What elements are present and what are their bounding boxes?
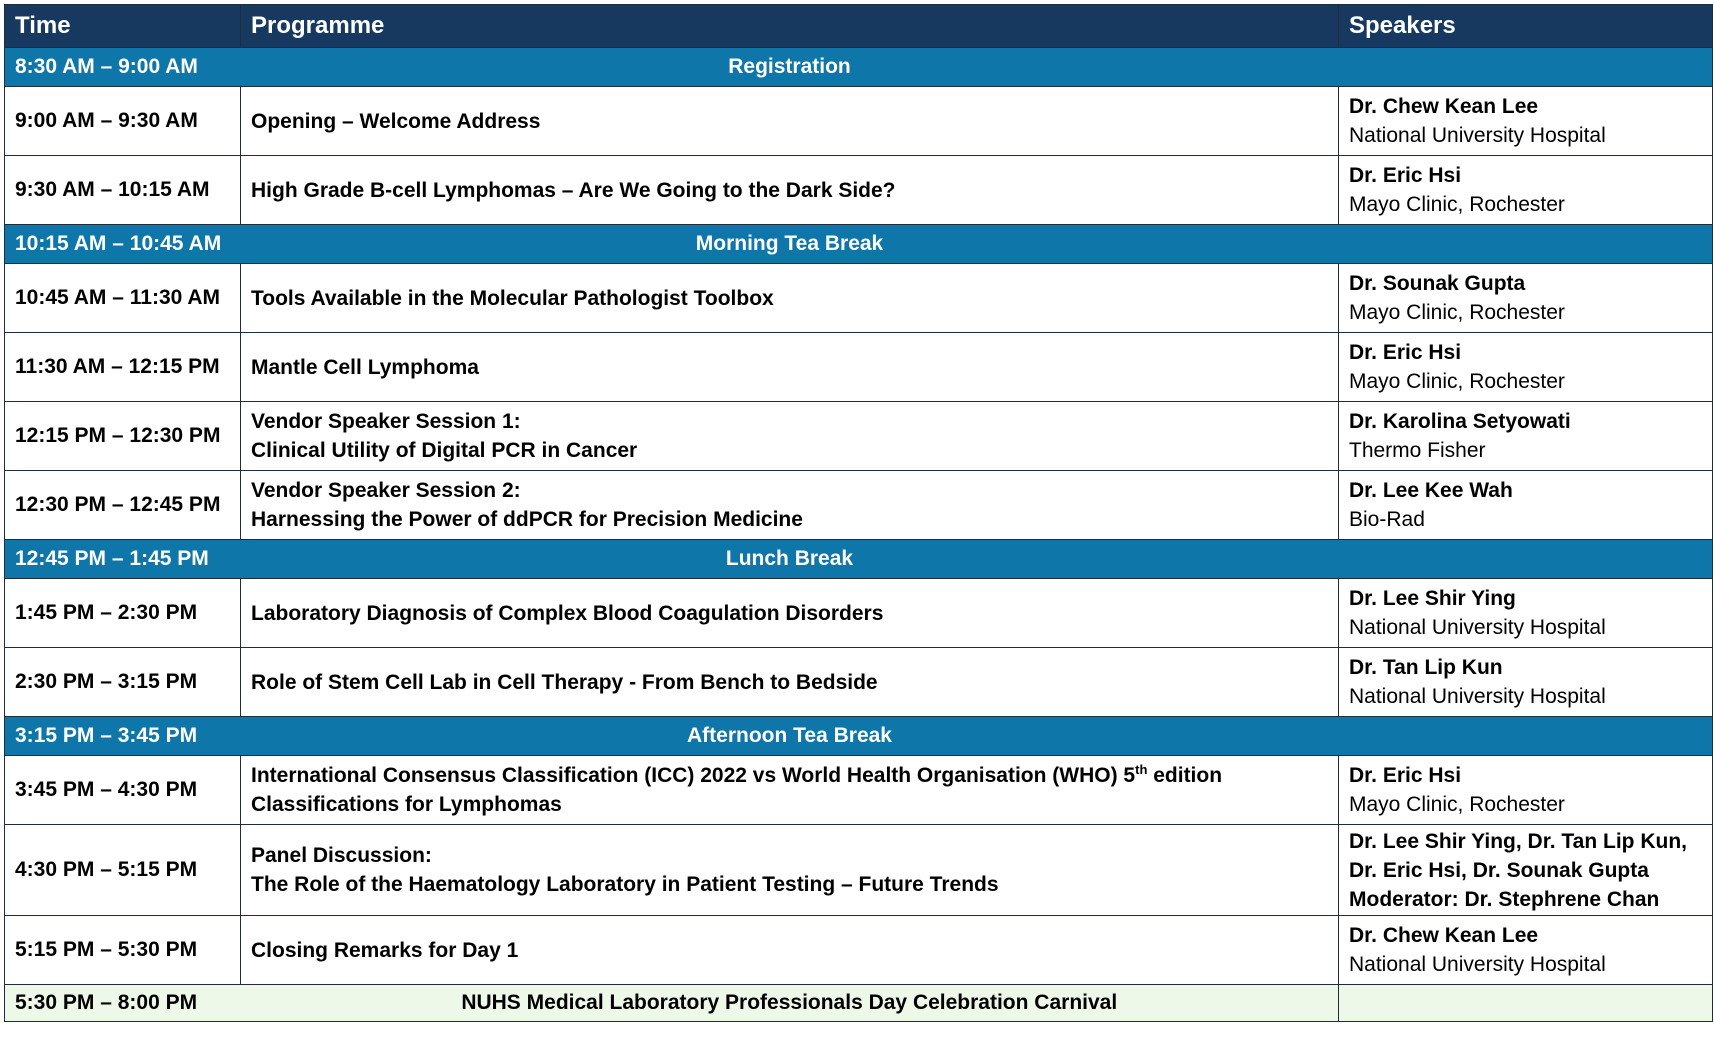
title-superscript: th (1135, 762, 1148, 777)
title-text: International Consensus Classification (ICC) 2022 vs World Health Organisation (WHO) 5 (251, 764, 1136, 787)
session-title (241, 402, 1339, 471)
speaker-name: Dr. Lee Kee Wah (1349, 479, 1513, 502)
carnival-empty (1339, 985, 1713, 1022)
session-title-line: Panel Discussion: (251, 844, 432, 867)
speaker-affiliation: Mayo Clinic, Rochester (1349, 793, 1565, 816)
break-row (5, 717, 1713, 756)
break-empty (1339, 540, 1713, 579)
speaker-name: Dr. Sounak Gupta (1349, 272, 1526, 295)
break-empty (1339, 717, 1713, 756)
session-title (241, 648, 1339, 717)
session-time: 5:15 PM – 5:30 PM (5, 916, 241, 985)
moderator-line: Moderator: Dr. Stephrene Chan (1349, 887, 1660, 911)
session-row (5, 648, 1713, 717)
break-title: Afternoon Tea Break (241, 717, 1339, 756)
break-time: 3:15 PM – 3:45 PM (5, 717, 241, 756)
session-row (5, 264, 1713, 333)
session-title (241, 579, 1339, 648)
session-time: 3:45 PM – 4:30 PM (5, 756, 241, 825)
session-speaker (1339, 333, 1713, 402)
session-title-line: Mantle Cell Lymphoma (251, 355, 479, 379)
speaker-affiliation: Thermo Fisher (1349, 439, 1486, 462)
speaker-affiliation: National University Hospital (1349, 685, 1606, 708)
session-title-line: Tools Available in the Molecular Pathologist Toolbox (251, 286, 774, 310)
session-title-line: Classifications for Lymphomas (251, 793, 562, 816)
table-header (5, 5, 1713, 48)
speaker-affiliation: Mayo Clinic, Rochester (1349, 301, 1565, 324)
session-title-line: Harnessing the Power of ddPCR for Precision Medicine (251, 508, 803, 531)
session-title (241, 156, 1339, 225)
break-time: 8:30 AM – 9:00 AM (5, 48, 241, 87)
speaker-name: Dr. Eric Hsi (1349, 764, 1462, 787)
session-time: 2:30 PM – 3:15 PM (5, 648, 241, 717)
session-row (5, 825, 1713, 916)
session-speaker (1339, 648, 1713, 717)
session-title-line: High Grade B-cell Lymphomas – Are We Going to the Dark Side? (251, 178, 896, 202)
session-row (5, 579, 1713, 648)
break-row (5, 540, 1713, 579)
session-title-line: Laboratory Diagnosis of Complex Blood Coagulation Disorders (251, 601, 884, 625)
session-row (5, 87, 1713, 156)
session-time: 12:30 PM – 12:45 PM (5, 471, 241, 540)
session-title-line: The Role of the Haematology Laboratory in Patient Testing – Future Trends (251, 873, 999, 896)
session-time: 9:30 AM – 10:15 AM (5, 156, 241, 225)
session-title-line: Closing Remarks for Day 1 (251, 938, 519, 962)
speaker-affiliation: Mayo Clinic, Rochester (1349, 370, 1565, 393)
break-title: Registration (241, 48, 1339, 87)
session-speaker (1339, 756, 1713, 825)
session-row (5, 156, 1713, 225)
session-speaker (1339, 579, 1713, 648)
speaker-name: Dr. Eric Hsi (1349, 164, 1462, 187)
session-title-line: Clinical Utility of Digital PCR in Cancer (251, 439, 638, 462)
session-time: 11:30 AM – 12:15 PM (5, 333, 241, 402)
speaker-line: Dr. Eric Hsi, Dr. Sounak Gupta (1349, 858, 1649, 882)
speaker-affiliation: National University Hospital (1349, 616, 1606, 639)
session-time: 1:45 PM – 2:30 PM (5, 579, 241, 648)
session-title (241, 87, 1339, 156)
session-row (5, 402, 1713, 471)
break-time: 12:45 PM – 1:45 PM (5, 540, 241, 579)
session-title (241, 916, 1339, 985)
break-title: Lunch Break (241, 540, 1339, 579)
speaker-line: Dr. Lee Shir Ying, Dr. Tan Lip Kun, (1349, 829, 1687, 853)
carnival-title: NUHS Medical Laboratory Professionals Day Celebration Carnival (241, 985, 1339, 1022)
session-time: 4:30 PM – 5:15 PM (5, 825, 241, 916)
session-title (241, 471, 1339, 540)
header-programme: Programme (241, 5, 1339, 48)
carnival-row (5, 985, 1713, 1022)
session-title-line: Vendor Speaker Session 1: (251, 410, 521, 433)
speaker-name: Dr. Karolina Setyowati (1349, 410, 1571, 433)
speaker-affiliation: National University Hospital (1349, 953, 1606, 976)
session-row (5, 471, 1713, 540)
session-speaker (1339, 825, 1713, 916)
session-title-line: Role of Stem Cell Lab in Cell Therapy - From Bench to Bedside (251, 670, 878, 694)
speaker-affiliation: Mayo Clinic, Rochester (1349, 193, 1565, 216)
break-time: 10:15 AM – 10:45 AM (5, 225, 241, 264)
session-speaker (1339, 87, 1713, 156)
break-row (5, 48, 1713, 87)
break-empty (1339, 48, 1713, 87)
header-time: Time (5, 5, 241, 48)
speaker-name: Dr. Tan Lip Kun (1349, 656, 1503, 679)
session-time: 10:45 AM – 11:30 AM (5, 264, 241, 333)
break-title: Morning Tea Break (241, 225, 1339, 264)
session-title (241, 825, 1339, 916)
break-row (5, 225, 1713, 264)
session-title (241, 756, 1339, 825)
session-row (5, 756, 1713, 825)
session-time: 12:15 PM – 12:30 PM (5, 402, 241, 471)
session-speaker (1339, 264, 1713, 333)
session-speaker (1339, 471, 1713, 540)
header-speakers: Speakers (1339, 5, 1713, 48)
session-row (5, 333, 1713, 402)
speaker-affiliation: Bio-Rad (1349, 508, 1425, 531)
session-speaker (1339, 402, 1713, 471)
session-speaker (1339, 916, 1713, 985)
programme-schedule (4, 4, 1712, 1022)
break-empty (1339, 225, 1713, 264)
session-title-line: Opening – Welcome Address (251, 109, 541, 133)
speaker-name: Dr. Lee Shir Ying (1349, 587, 1516, 610)
title-text: edition (1147, 764, 1223, 787)
carnival-time: 5:30 PM – 8:00 PM (5, 985, 241, 1022)
session-title-line: Vendor Speaker Session 2: (251, 479, 521, 502)
schedule-table (4, 4, 1713, 1022)
session-title-line (251, 761, 1328, 790)
session-row (5, 916, 1713, 985)
session-title (241, 333, 1339, 402)
speaker-name: Dr. Eric Hsi (1349, 341, 1462, 364)
speaker-affiliation: National University Hospital (1349, 124, 1606, 147)
session-speaker (1339, 156, 1713, 225)
session-time: 9:00 AM – 9:30 AM (5, 87, 241, 156)
speaker-name: Dr. Chew Kean Lee (1349, 924, 1539, 947)
session-title (241, 264, 1339, 333)
speaker-name: Dr. Chew Kean Lee (1349, 95, 1539, 118)
